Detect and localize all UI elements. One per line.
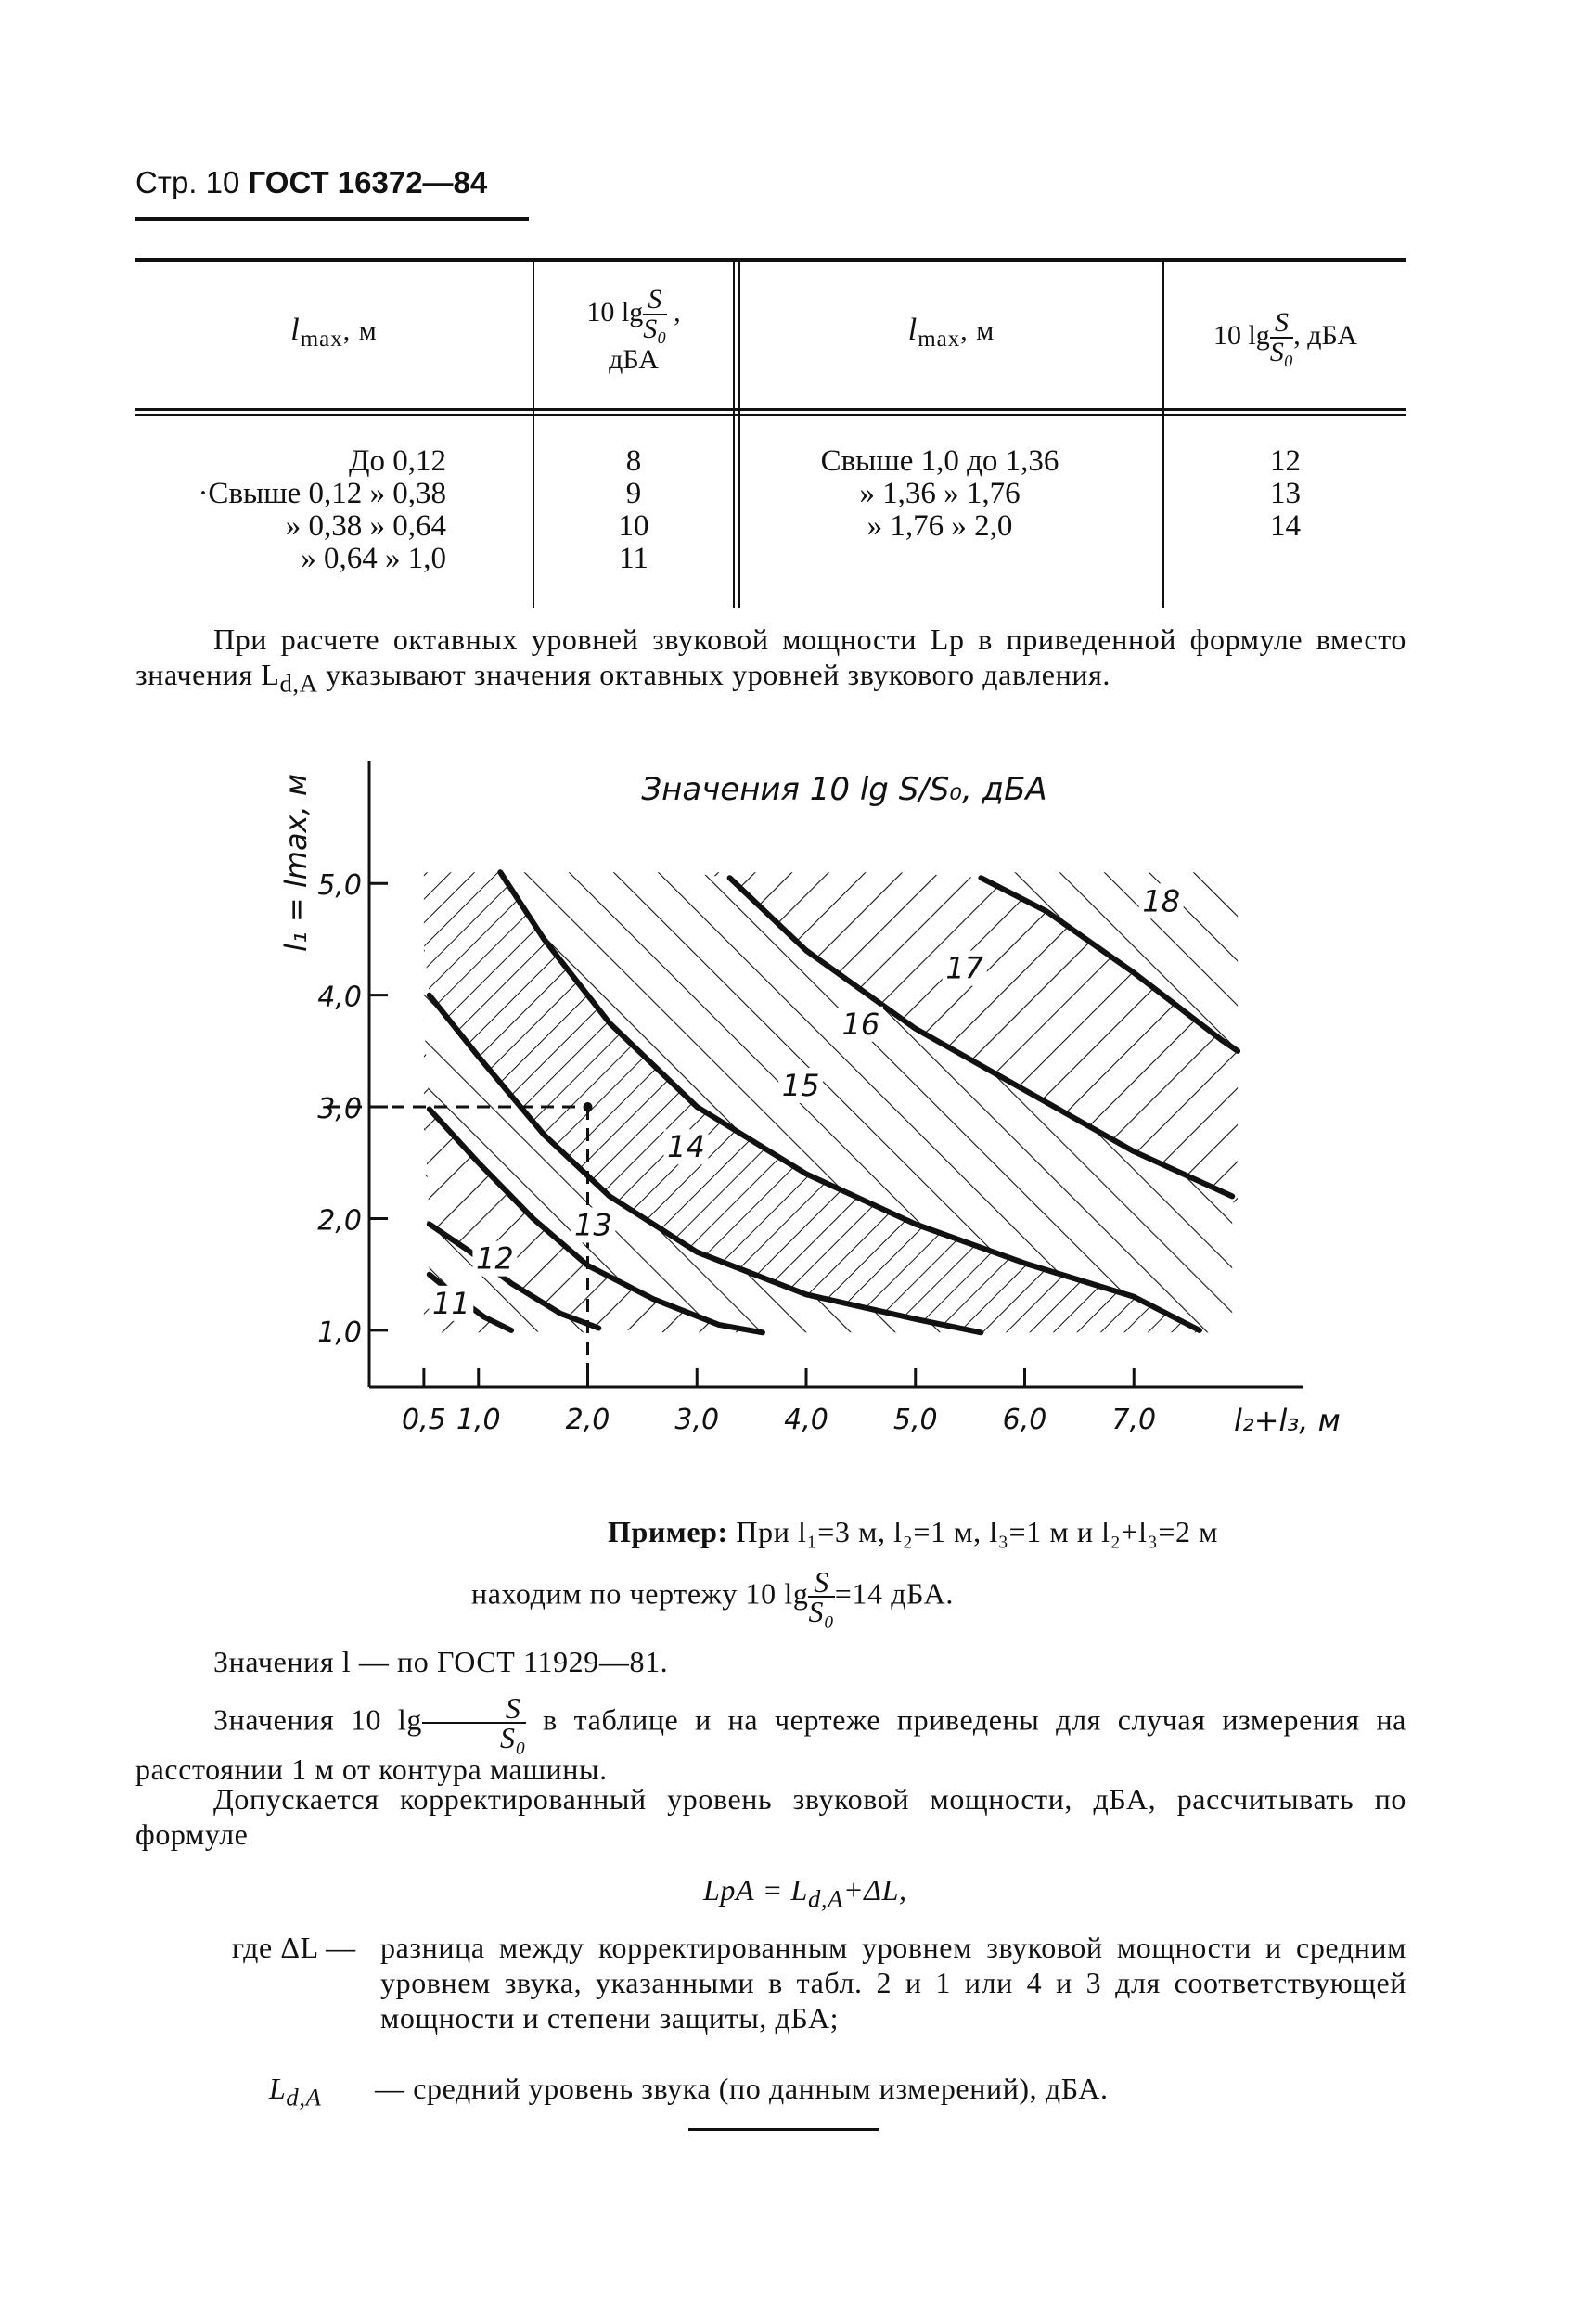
zone-label: 17 bbox=[945, 950, 984, 986]
table-cell-value: 10 bbox=[618, 509, 649, 543]
example-line-1 bbox=[608, 1514, 1424, 1549]
note-measurement bbox=[135, 1691, 1406, 1787]
header-l-symbol: l bbox=[907, 313, 918, 347]
x-tick-label: 2,0 bbox=[565, 1404, 610, 1436]
definition-text: разница между корректированным уровнем звуковой мощности и средним уровнем звука, указанными в табл. 2 и 1 или 4 и 3 для соответствующей мощности и степени защиты, дБА; bbox=[380, 1931, 1406, 2035]
table-cell-value: 8 bbox=[625, 444, 642, 478]
table-cell-range: » 1,76 » 2,0 bbox=[867, 509, 1013, 543]
fraction-denominator: S₀ bbox=[643, 314, 667, 344]
definition-text-delta-l bbox=[380, 1930, 1406, 2035]
table-cell-value: 13 bbox=[1270, 477, 1301, 510]
fraction-numerator: S bbox=[643, 286, 666, 315]
note-fraction bbox=[422, 1691, 527, 1754]
fraction-denominator: S₀ bbox=[1269, 337, 1294, 367]
zone-label: 15 bbox=[781, 1068, 820, 1104]
formula-prefix: 10 lg bbox=[1213, 319, 1270, 351]
example-result: =14 дБА. bbox=[834, 1576, 954, 1611]
paragraph-text-tail: указывают значения октавных уровней звукового давления. bbox=[317, 658, 1110, 691]
fraction-numerator: S bbox=[1270, 309, 1293, 339]
header-formula-left: 10 lg $\frac{S}{\text{S₀}}$ , дБА bbox=[586, 284, 681, 375]
nomogram-svg bbox=[278, 761, 1341, 1484]
definition-sub: d,A bbox=[286, 2083, 322, 2112]
formula-sub: d,A bbox=[807, 1884, 844, 1913]
table-cell-range: ·Свыше 0,12 » 0,38 bbox=[198, 477, 446, 510]
table-top-rule bbox=[135, 258, 1406, 262]
note-text-tail: в таблице и на чертеже приведены для случая измерения на расстоянии 1 м от контура машины. bbox=[135, 1702, 1406, 1786]
definition-term-delta-l bbox=[232, 1930, 380, 1965]
header-l-unit: , м bbox=[342, 315, 378, 346]
example-formula-prefix: находим по чертежу 10 lg bbox=[471, 1576, 809, 1611]
right-ranges-column bbox=[740, 445, 1139, 543]
zone-label: 11 bbox=[431, 1285, 470, 1321]
definition-term-ld bbox=[269, 2071, 380, 2114]
y-axis-label: l₁ = lmax, м bbox=[278, 774, 314, 952]
note-text: Допускается корректированный уровень звуковой мощности, дБА, рассчитывать по формуле bbox=[135, 1782, 1406, 1851]
definition-term: где ΔL — bbox=[232, 1931, 356, 1964]
right-values-column bbox=[1164, 445, 1406, 543]
y-tick-label: 1,0 bbox=[317, 1316, 362, 1349]
x-tick-label: 6,0 bbox=[1002, 1404, 1047, 1436]
standard-number: ГОСТ 16372—84 bbox=[248, 165, 488, 199]
page-header bbox=[135, 165, 487, 200]
table-col-divider bbox=[733, 260, 735, 608]
definition-text: — средний уровень звука (по данным измерений), дБА. bbox=[375, 2072, 1109, 2105]
header-l-sub: max bbox=[918, 327, 961, 352]
table-cell-value: 11 bbox=[619, 542, 648, 575]
paragraph-sub: d,A bbox=[279, 669, 318, 698]
definition-text-ld bbox=[375, 2071, 1395, 2106]
example-line-2 bbox=[471, 1565, 1288, 1628]
table-cell-range: До 0,12 bbox=[348, 444, 446, 478]
header-unit: дБА bbox=[609, 344, 659, 375]
formula-text: LрА = L bbox=[703, 1873, 808, 1907]
table-header-rule bbox=[135, 408, 1406, 411]
x-tick-label: 5,0 bbox=[892, 1404, 938, 1436]
formula-tail: +ΔL, bbox=[843, 1873, 907, 1907]
x-tick-label: 4,0 bbox=[784, 1404, 828, 1436]
left-values-column bbox=[534, 445, 733, 575]
hatched-zones bbox=[413, 839, 1264, 1375]
example-point bbox=[584, 1102, 593, 1111]
chart-title: Значения 10 lg S/S₀, дБА bbox=[641, 771, 1047, 808]
x-axis-label: l₂+l₃, м bbox=[1234, 1403, 1341, 1438]
y-tick-label: 2,0 bbox=[317, 1204, 362, 1238]
table-cell-range: » 0,64 » 1,0 bbox=[301, 542, 446, 575]
page-number: Стр. 10 bbox=[135, 165, 240, 199]
table-cell-range: » 0,38 » 0,64 bbox=[285, 509, 446, 543]
y-tick-label: 5,0 bbox=[317, 869, 362, 903]
formula-fraction bbox=[1270, 309, 1293, 366]
table-header-rule-2 bbox=[135, 414, 1406, 416]
zone-label: 18 bbox=[1142, 883, 1181, 919]
header-rule bbox=[135, 217, 529, 221]
y-tick-label: 4,0 bbox=[317, 981, 362, 1014]
fraction-numerator: S bbox=[422, 1694, 526, 1724]
x-tick-label: 1,0 bbox=[456, 1404, 501, 1436]
left-ranges-column bbox=[135, 445, 446, 575]
table-cell-range: Свыше 1,0 до 1,36 bbox=[820, 444, 1059, 478]
paragraph-octave-levels bbox=[135, 622, 1406, 700]
table-cell-value: 12 bbox=[1270, 444, 1301, 478]
zone-label: 12 bbox=[476, 1240, 514, 1277]
nomogram-chart bbox=[278, 761, 1341, 1484]
header-l-symbol: l bbox=[290, 313, 301, 347]
values-table bbox=[135, 258, 1406, 610]
zone-label: 13 bbox=[574, 1207, 612, 1243]
x-tick-label: 7,0 bbox=[1111, 1404, 1157, 1436]
definition-term: L bbox=[269, 2072, 287, 2105]
table-cell-value: 9 bbox=[625, 477, 642, 510]
table-cell-value: 14 bbox=[1270, 509, 1301, 543]
header-l-sub: max bbox=[300, 327, 343, 352]
zone-label: 14 bbox=[667, 1129, 705, 1165]
header-unit: , дБА bbox=[1293, 319, 1358, 351]
note-l-reference bbox=[213, 1644, 1401, 1679]
header-formula-right bbox=[1164, 309, 1406, 366]
fraction-numerator: S bbox=[808, 1568, 834, 1598]
header-l-unit: , м bbox=[960, 315, 995, 346]
formula-lpa bbox=[703, 1872, 1074, 1916]
example-text: При l₁=3 м, l₂=1 м, l₃=1 м и l₂+l₃=2 м bbox=[736, 1515, 1219, 1548]
formula-prefix: 10 lg bbox=[586, 296, 644, 327]
formula-fraction bbox=[643, 286, 666, 343]
y-tick-label: 3,0 bbox=[317, 1093, 362, 1126]
header-lmax-right bbox=[740, 314, 1162, 356]
fraction-denominator: S₀ bbox=[808, 1595, 835, 1628]
example-fraction bbox=[808, 1565, 835, 1628]
end-rule bbox=[688, 2128, 879, 2131]
x-tick-label: 0,5 bbox=[402, 1404, 446, 1436]
x-tick-label: 3,0 bbox=[674, 1404, 720, 1436]
header-lmax-left bbox=[135, 314, 533, 356]
table-col-divider bbox=[738, 260, 740, 608]
note-text: Значения l — по ГОСТ 11929—81. bbox=[213, 1645, 669, 1678]
paragraph-text: При расчете октавных уровней звуковой мощности Lр в приведенной формуле вместо значения L bbox=[135, 623, 1406, 691]
note-corrected-level bbox=[135, 1781, 1406, 1852]
note-text: Значения 10 lg bbox=[213, 1702, 423, 1737]
fraction-denominator: S₀ bbox=[500, 1721, 527, 1754]
table-cell-range: » 1,36 » 1,76 bbox=[859, 477, 1021, 510]
zone-label: 16 bbox=[841, 1006, 880, 1042]
example-lead: Пример: bbox=[608, 1515, 728, 1548]
